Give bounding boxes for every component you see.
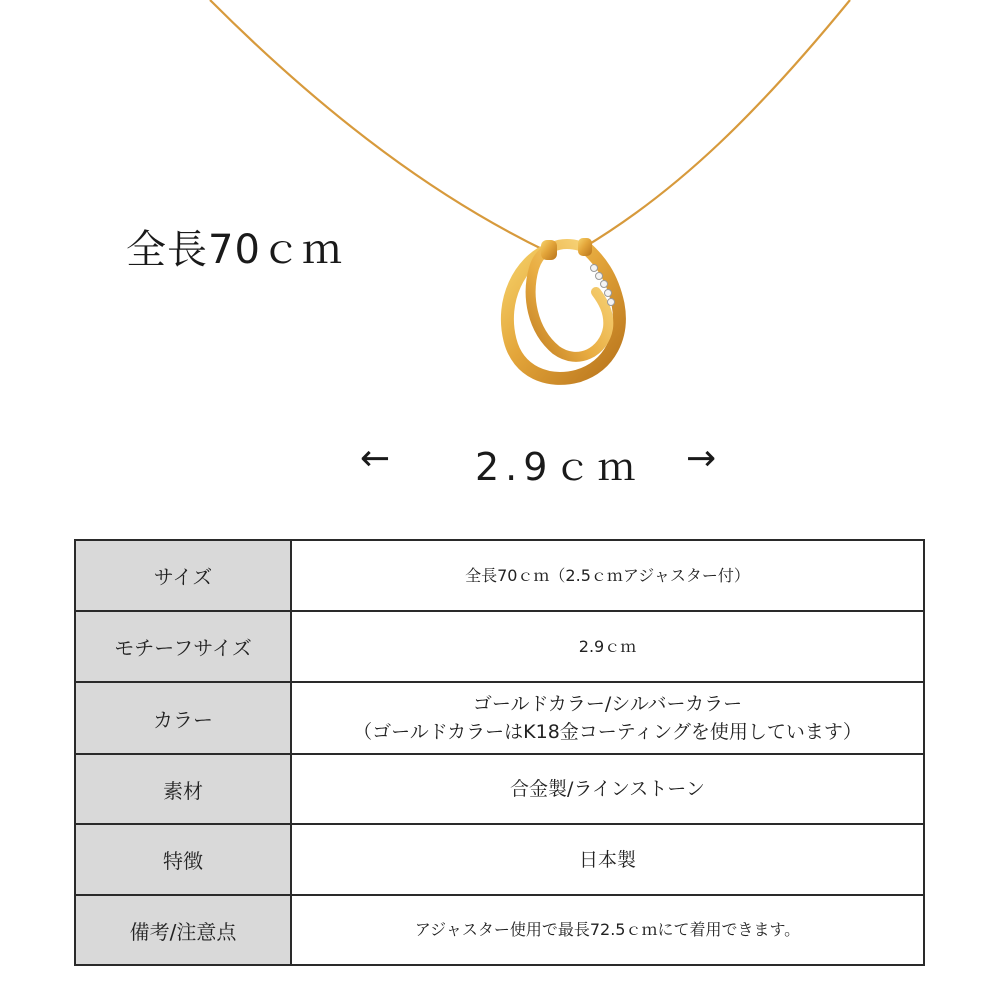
pendant-bail-left <box>541 240 557 260</box>
spec-key: 特徴 <box>75 824 291 895</box>
motif-width-indicator <box>360 436 740 492</box>
spec-key: サイズ <box>75 540 291 611</box>
table-row <box>75 895 924 965</box>
chain-right <box>583 0 850 248</box>
spec-value <box>291 824 924 895</box>
spec-key: 備考/注意点 <box>75 895 291 965</box>
spec-key: モチーフサイズ <box>75 611 291 682</box>
table-row <box>75 611 924 682</box>
spec-value <box>291 895 924 965</box>
arrow-right-icon: → <box>686 438 717 479</box>
total-length-label: 全長70ｃｍ <box>126 227 343 273</box>
table-row <box>75 540 924 611</box>
spec-value-line: 2.9ｃｍ <box>578 636 637 656</box>
table-row <box>75 682 924 754</box>
spec-value-line: （ゴールドカラーはK18金コーティングを使用しています） <box>353 721 862 743</box>
spec-key: カラー <box>75 682 291 754</box>
spec-value <box>291 611 924 682</box>
spec-value <box>291 540 924 611</box>
arrow-left-icon: ← <box>360 438 391 479</box>
spec-value-line: ゴールドカラー/シルバーカラー <box>472 693 743 715</box>
pendant-bail-right <box>578 238 592 256</box>
spec-value-line: 日本製 <box>578 848 636 871</box>
spec-value <box>291 682 924 754</box>
table-row <box>75 824 924 895</box>
spec-key: 素材 <box>75 754 291 824</box>
spec-value-line: アジャスター使用で最長72.5ｃｍにて着用できます。 <box>414 920 801 939</box>
chain-left <box>210 0 548 252</box>
table-row <box>75 754 924 824</box>
motif-width-label: 2.9ｃｍ <box>475 445 642 489</box>
spec-value <box>291 754 924 824</box>
spec-value-line: 合金製/ラインストーン <box>510 778 705 800</box>
spec-value-line: 全長70ｃｍ（2.5ｃｍアジャスター付） <box>465 565 750 585</box>
spec-table <box>74 539 925 966</box>
